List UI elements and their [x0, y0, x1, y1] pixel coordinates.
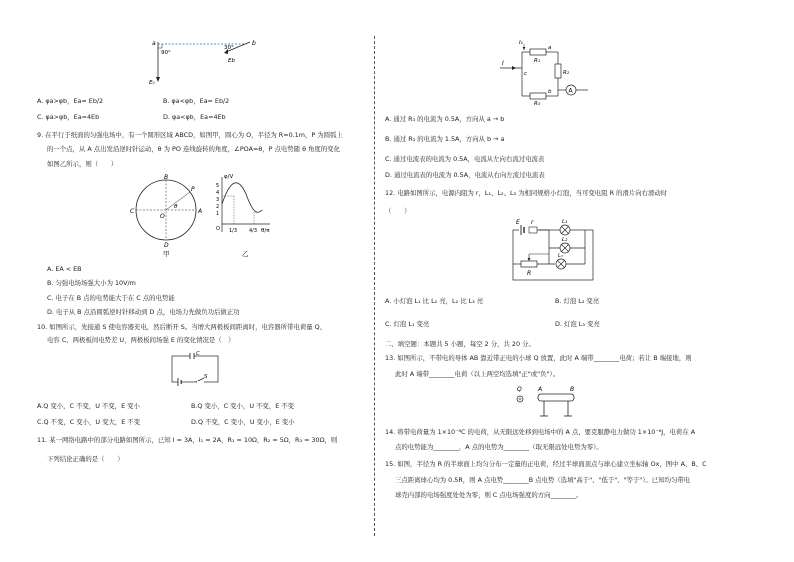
q12-stem-line1: 12. 电路如图所示，电源内阻为 r，L₁、L₂、L₃ 为相同规格小灯泡，当可变电阻 R 的滑片向右滑动时 — [385, 189, 668, 197]
q13-conductor-figure — [510, 380, 590, 422]
q9-label-A: A — [198, 208, 203, 215]
q9-graph-xaxis-label: θ/π — [261, 228, 270, 234]
q9-graph-x13: 1/3 — [229, 228, 238, 234]
q9-graph-y1: 1 — [216, 211, 220, 217]
q14-line2: 点的电势能为________，A 点的电势为________（取无限远处电势为零）。 — [395, 443, 603, 451]
q11-option-b: B. 通过 R₃ 的电流为 1.5A，方向从 b → a — [385, 135, 505, 143]
q13-label-A: A — [538, 386, 543, 393]
q9-option-d: D. 电子从 B 点沿圆弧逆时针移动到 D 点，电场力先做负功后做正功 — [47, 308, 240, 316]
q9-graph-x43: 4/3 — [249, 228, 258, 234]
q13-line1: 13. 如图所示，不带电的导体 AB 靠近带正电的小球 Q 放置，此时 A 端带________电荷；若让 B 端接地，则 — [385, 354, 692, 362]
q11-option-a: A. 通过 R₃ 的电流为 0.5A，方向从 a → b — [385, 115, 505, 123]
q15-line1: 15. 如图，半径为 R 的半球面上均匀分布一定量的正电荷，经过半球面顶点与球心建立坐标轴 Ox，图中 A、B、C — [385, 460, 707, 468]
q10-option-d: D.Q 不变，C 变小，U 变小，E 变小 — [191, 418, 295, 426]
q11-network-circuit — [500, 38, 600, 107]
q12-option-a: A. 小灯泡 L₁ 比 L₂ 亮，L₂ 比 L₃ 亮 — [385, 297, 484, 305]
q9-option-c: C. 电子在 B 点的电势能大于在 C 点的电势能 — [47, 294, 175, 302]
q12-label-L2: L₂ — [562, 237, 568, 243]
q12-option-d: D. 灯泡 L₃ 变亮 — [555, 320, 600, 328]
q11-label-R2: R₂ — [563, 70, 570, 76]
q8-option-a: A. φa>φb，Ea= Eb/2 — [37, 97, 104, 105]
q8-label-a: a — [152, 40, 156, 47]
q8-label-90: 90° — [161, 50, 171, 56]
q12-lamp-circuit — [505, 216, 605, 288]
q11-stem-line1: 11. 某一网络电路中的部分电路如图所示，已知 I = 3A，I₁ = 2A，R₁ = 10Ω，R₂ = 5Ω，R₃ = 30Ω，则 — [37, 436, 338, 444]
q13-line2: 此时 A 端带________电荷（以上两空均选填"正"或"负"）。 — [395, 370, 559, 378]
q9-graph-y3: 3 — [216, 197, 220, 203]
q12-label-r: r — [531, 219, 534, 226]
q9-label-D: D — [164, 242, 169, 249]
q9-stem-line3: 如图乙所示，则（ ） — [47, 160, 118, 168]
q10-stem-line2: 电容 C、两极板间电势差 U，两极板间场强 E 的变化情况是（ ） — [47, 336, 235, 344]
q9-label-yi: 乙 — [242, 250, 249, 258]
q13-label-Q: Q — [517, 386, 522, 393]
q9-stem-line2: 的一个点，从 A 点出发沿逆时针运动，θ 为 PO 连线旋转的角度，∠POA=θ，P 点电势随 θ 角度的变化 — [47, 145, 340, 153]
q9-graph-y5: 5 — [216, 183, 220, 189]
q9-label-O: O — [160, 213, 165, 220]
q11-option-d: D. 通过电流表的电流为 0.5A，电流从右向左流过电流表 — [385, 171, 545, 179]
q12-stem-line2: （ ） — [385, 207, 411, 215]
q10-capacitor-circuit — [166, 348, 226, 388]
q11-label-R3: R₃ — [534, 101, 541, 107]
q11-label-I: I — [502, 60, 504, 67]
q11-ammeter-A: A — [568, 87, 573, 95]
q14-line1: 14. 将带电荷量为 1×10⁻⁸C 的电荷，从无限远处移到电场中的 A 点，要克服静电力做功 1×10⁻⁶J，电荷在 A — [385, 428, 696, 436]
q9-label-P: P — [191, 186, 195, 193]
q15-line2: 三点距离球心均为 0.5R，则 A 点电势________B 点电势（选填"高于"、"低于"、"等于"）。已知均匀带电 — [395, 476, 691, 484]
q10-option-a: A.Q 变小，C 不变，U 不变，E 变小 — [37, 402, 140, 410]
q11-option-c: C. 通过电流表的电流为 0.5A，电流从左向右流过电流表 — [385, 155, 545, 163]
q8-field-figure — [140, 36, 270, 88]
q11-label-b: b — [548, 89, 552, 95]
q11-label-R1: R₁ — [534, 58, 541, 64]
q9-label-theta: θ — [174, 204, 178, 210]
q13-label-B: B — [570, 386, 575, 393]
q12-label-R: R — [527, 270, 532, 277]
q9-label-jia: 甲 — [163, 250, 170, 258]
q9-stem-line1: 9. 在平行于纸面的匀强电场中，有一个圆形区域 ABCD，如图甲，圆心为 O，半径为 R=0.1m，P 为圆弧上 — [37, 131, 343, 139]
q8-label-e0: E₀ — [149, 80, 155, 86]
q15-line3: 球壳内部的电场强度处处为零，则 C 点电场强度的方向________。 — [395, 491, 583, 499]
column-divider — [374, 36, 375, 536]
q10-label-C: C — [196, 351, 200, 357]
q11-label-a: a — [548, 45, 552, 51]
q12-label-L1: L₁ — [562, 219, 568, 225]
q10-stem-line1: 10. 如图所示，先接通 S 使电容器充电，然后断开 S。当增大两极板间距离时，电容器所带电荷量 Q、 — [37, 323, 327, 331]
q9-label-B: B — [164, 174, 169, 181]
section-2-heading: 二、填空题：本题共 5 小题，每空 2 分，共 20 分。 — [385, 340, 535, 348]
q9-graph-yaxis-label: φ/V — [224, 174, 234, 180]
q8-option-b: B. φa<φb，Ea= Eb/2 — [163, 97, 230, 105]
q11-stem-line2: 下列结论正确的是（ ） — [47, 455, 124, 463]
q9-label-C: C — [130, 208, 135, 215]
q9-graph-y4: 4 — [216, 190, 220, 196]
q12-label-E: E — [516, 219, 520, 226]
q11-label-c: c — [524, 71, 528, 77]
q9-option-a: A. EA < EB — [47, 265, 82, 273]
q8-label-30: 30° — [224, 45, 234, 51]
q11-label-I1: I₁ — [519, 40, 523, 46]
q12-label-L3: L₃ — [558, 253, 563, 259]
q8-option-d: D. φa<φb，Ea=4Eb — [163, 113, 226, 121]
q12-option-c: C. 灯泡 L₁ 变亮 — [385, 320, 430, 328]
q12-option-b: B. 灯泡 L₂ 变亮 — [555, 297, 600, 305]
q10-option-c: C.Q 不变，C 变小，U 变大，E 不变 — [37, 418, 141, 426]
q10-option-b: B.Q 变小，C 变小，U 不变，E 不变 — [191, 402, 295, 410]
q9-graph-y2: 2 — [216, 204, 220, 210]
q8-label-eb: Eb — [228, 58, 235, 64]
q9-graph-origin: O — [216, 226, 220, 232]
q8-option-c: C. φa>φb，Ea=4Eb — [37, 113, 100, 121]
q9-option-b: B. 匀强电场场强大小为 10V/m — [47, 279, 136, 287]
q8-label-b: b — [252, 40, 256, 47]
q10-label-S: S — [204, 374, 208, 380]
q9-circle-and-graph-figure — [130, 172, 280, 260]
